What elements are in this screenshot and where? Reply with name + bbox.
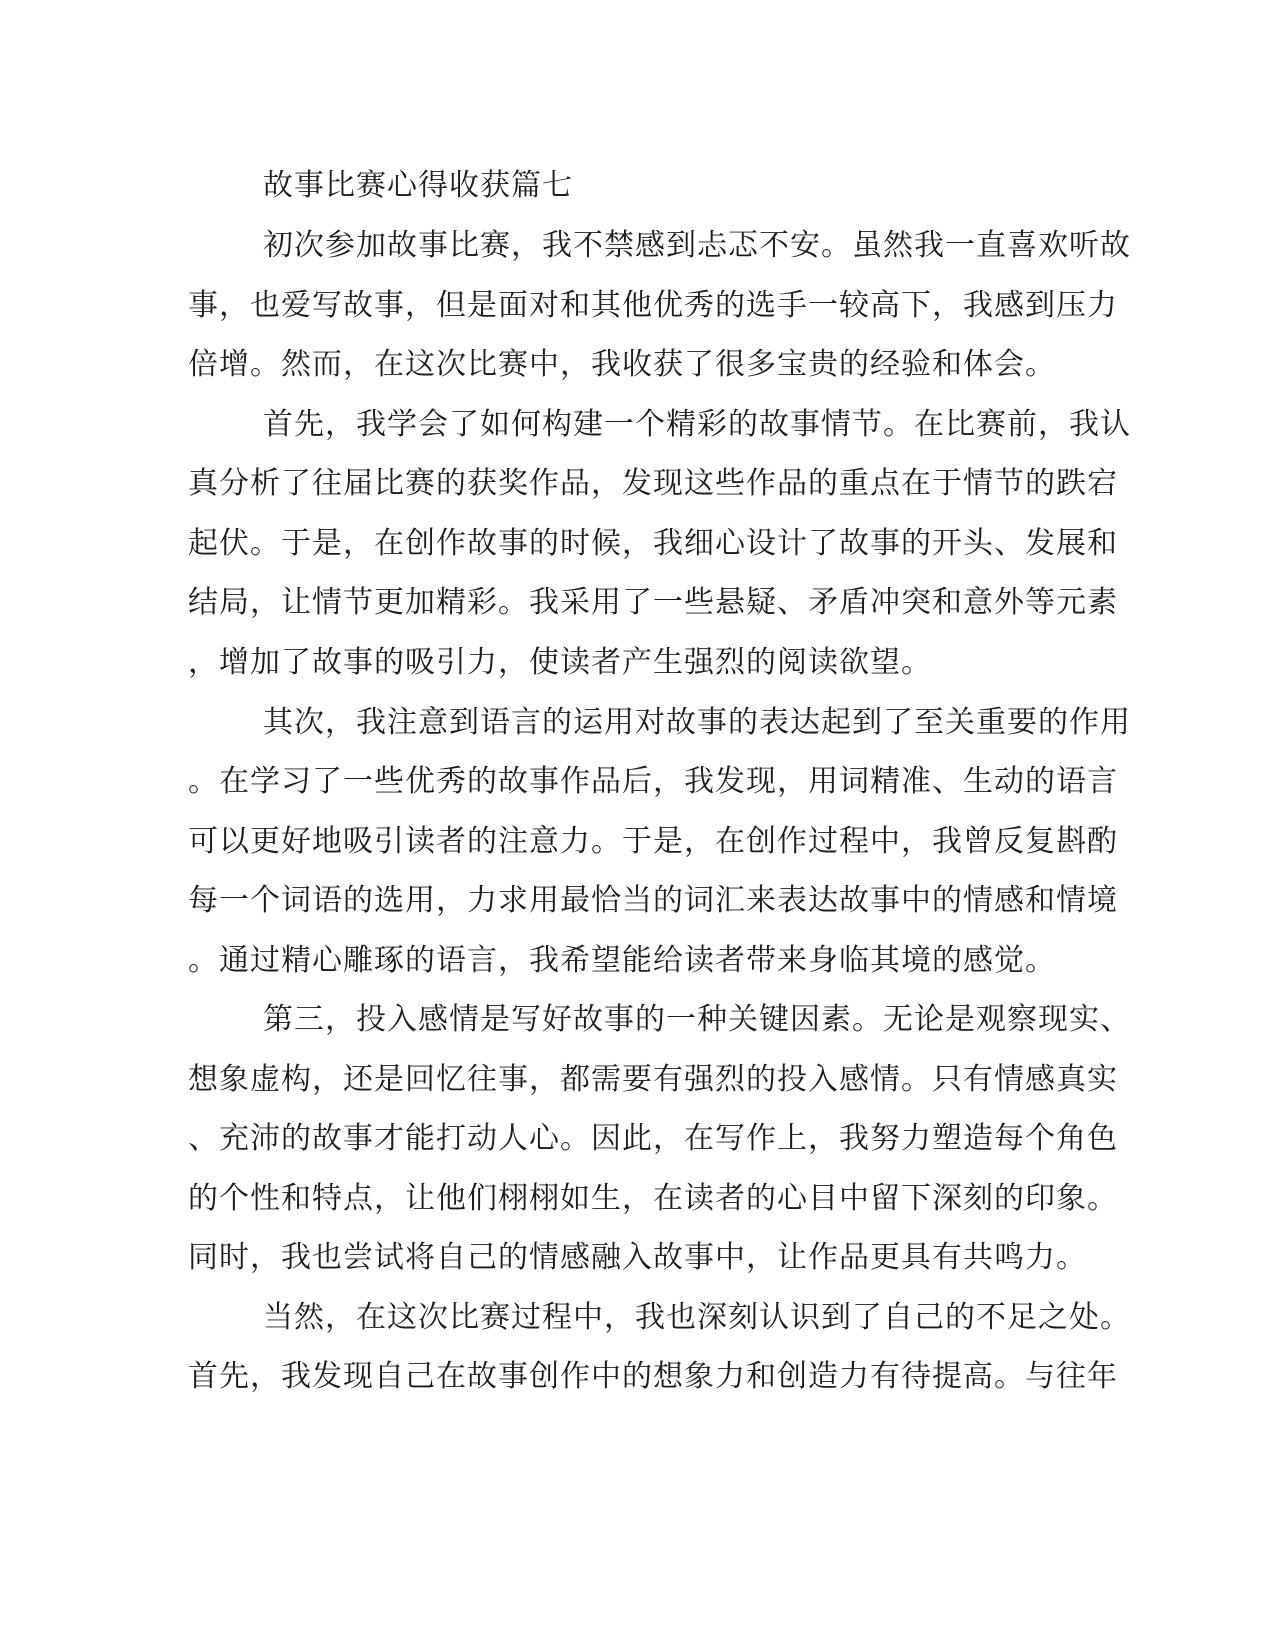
text-line: 倍增。然而，在这次比赛中，我收获了很多宝贵的经验和体会。 — [188, 347, 1056, 382]
text-line: 的个性和特点，让他们栩栩如生，在读者的心目中留下深刻的印象。 — [188, 1181, 1118, 1216]
text-line: 每一个词语的选用，力求用最恰当的词汇来表达故事中的情感和情境 — [188, 883, 1118, 918]
document-title: 故事比赛心得收获篇七 — [263, 168, 573, 203]
text-line: 结局，让情节更加精彩。我采用了一些悬疑、矛盾冲突和意外等元素 — [188, 585, 1118, 620]
text-line: 其次，我注意到语言的运用对故事的表达起到了至关重要的作用 — [263, 705, 1131, 740]
text-line: 真分析了往届比赛的获奖作品，发现这些作品的重点在于情节的跌宕 — [188, 466, 1118, 501]
text-line: 首先，我学会了如何构建一个精彩的故事情节。在比赛前，我认 — [263, 407, 1131, 442]
text-line: 首先，我发现自己在故事创作中的想象力和创造力有待提高。与往年 — [188, 1359, 1118, 1394]
text-line: 、充沛的故事才能打动人心。因此，在写作上，我努力塑造每个角色 — [188, 1121, 1118, 1156]
text-line: 当然，在这次比赛过程中，我也深刻认识到了自己的不足之处。 — [263, 1300, 1131, 1335]
text-line: 事，也爱写故事，但是面对和其他优秀的选手一较高下，我感到压力 — [188, 288, 1118, 323]
text-line: ，增加了故事的吸引力，使读者产生强烈的阅读欲望。 — [188, 645, 932, 680]
text-line: 。通过精心雕琢的语言，我希望能给读者带来身临其境的感觉。 — [188, 943, 1056, 978]
text-line: 想象虚构，还是回忆往事，都需要有强烈的投入感情。只有情感真实 — [188, 1062, 1118, 1097]
text-line: 初次参加故事比赛，我不禁感到忐忑不安。虽然我一直喜欢听故 — [263, 228, 1131, 263]
text-line: 第三，投入感情是写好故事的一种关键因素。无论是观察现实、 — [263, 1002, 1131, 1037]
text-line: 。在学习了一些优秀的故事作品后，我发现，用词精准、生动的语言 — [188, 764, 1118, 799]
text-line: 可以更好地吸引读者的注意力。于是，在创作过程中，我曾反复斟酌 — [188, 824, 1118, 859]
text-line: 起伏。于是，在创作故事的时候，我细心设计了故事的开头、发展和 — [188, 526, 1118, 561]
text-line: 同时，我也尝试将自己的情感融入故事中，让作品更具有共鸣力。 — [188, 1240, 1087, 1275]
